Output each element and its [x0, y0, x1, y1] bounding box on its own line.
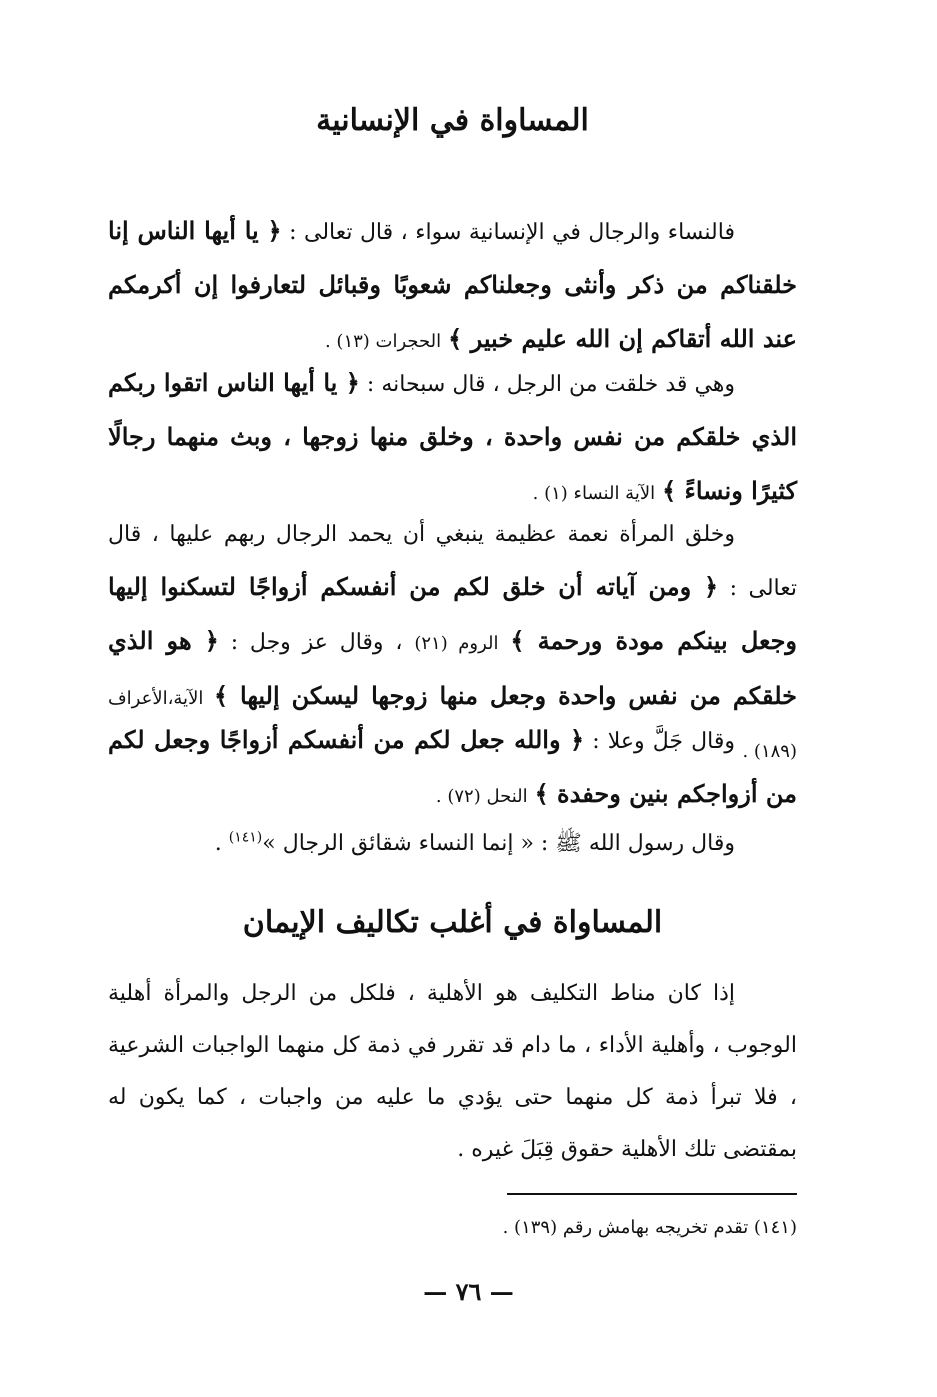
paragraph-2-intro: وهي قد خلقت من الرجل ، قال سبحانه : — [366, 372, 736, 397]
quran-verse: ﴿ هو الذي خلقكم من نفس واحدة وجعل منها زوجها ليسكن إليها ﴾ — [108, 626, 797, 710]
quran-verse: ﴿ يا أيها الناس اتقوا ربكم الذي خلقكم من نفس واحدة ، وخلق منها زوجها ، وبث منهما رجالًا كثيرًا ونساءً ﴾ — [108, 368, 797, 505]
paragraph-3-connector: ، وقال عز وجل : — [230, 630, 403, 655]
hadith-quote: « إنما النساء شقائق الرجال » — [262, 831, 534, 856]
footnote-marker[interactable]: (١٤١) — [228, 829, 263, 846]
paragraph-4-intro: وقال جَلَّ وعلا : — [592, 729, 735, 754]
quran-verse: ﴿ ومن آياته أن خلق لكم من أنفسكم أزواجًا لتسكنوا إليها وجعل بينكم مودة ورحمة ﴾ — [108, 572, 798, 655]
paragraph-1-intro: فالنساء والرجال في الإنسانية سواء ، قال تعالى : — [289, 220, 735, 245]
section-heading-equality-obligations: المساواة في أغلب تكاليف الإيمان — [242, 905, 663, 940]
verse-reference: الآية النساء (١) . — [532, 483, 656, 504]
paragraph-3-intro: وخلق المرأة نعمة عظيمة ينبغي أن يحمد الرجال ربهم عليها ، قال تعالى : — [108, 522, 797, 601]
quran-verse: ﴿ يا أيها الناس إنا خلقناكم من ذكر وأنثى وجعلناكم شعوبًا وقبائل لتعارفوا إن أكرمكم عند الله أتقاكم إن الله عليم خبير ﴾ — [108, 216, 797, 353]
verse-reference: الروم (٢١) — [414, 633, 499, 654]
footnote: (١٤١) تقدم تخريجه بهامش رقم (١٣٩) . — [502, 1217, 797, 1238]
page-number: — ٧٦ — — [423, 1277, 514, 1306]
quran-verse: ﴿ والله جعل لكم من أنفسكم أزواجًا وجعل لكم من أزواجكم بنين وحفدة ﴾ — [108, 725, 797, 808]
verse-reference: النحل (٧٢) . — [435, 786, 528, 807]
section-heading-equality-humanity: المساواة في الإنسانية — [316, 103, 589, 138]
paragraph-6-text: إذا كان مناط التكليف هو الأهلية ، فلكل من الرجل والمرأة أهلية الوجوب ، وأهلية الأداء ، ما دام قد تقرر في ذمة كل منهما الواجبات الشرعية ، فلا تبرأ ذمة كل منهما حتى يؤدي ما عليه من واجبات ، كما يكون له بمقتضى تلك الأهلية حقوق قِبَلَ غيره . — [108, 981, 797, 1162]
paragraph-6 — [108, 968, 797, 1176]
paragraph-5-intro: وقال رسول الله ﷺ : — [540, 831, 735, 856]
paragraph-5 — [108, 818, 797, 870]
paragraph-1 — [108, 205, 797, 368]
verse-reference: الآية،الأعراف (١٨٩) . — [108, 688, 797, 762]
paragraph-4 — [108, 714, 797, 823]
paragraph-5-end: . — [214, 831, 222, 856]
paragraph-2 — [108, 357, 797, 520]
footnote-separator — [507, 1193, 797, 1195]
verse-reference: الحجرات (١٣) . — [324, 331, 442, 352]
